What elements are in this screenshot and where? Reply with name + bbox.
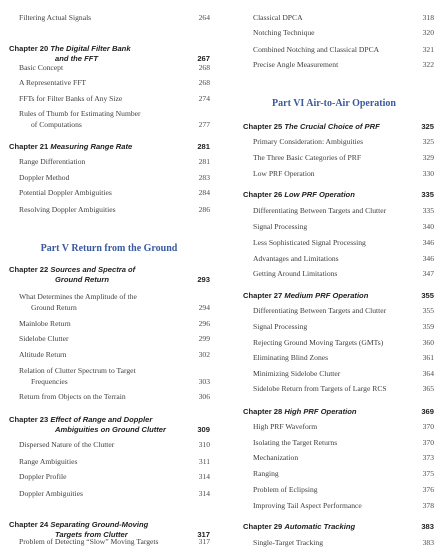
entry-title <box>234 222 410 233</box>
entry-title <box>234 538 410 549</box>
page-number: 317 <box>198 537 210 546</box>
toc-entry-row[interactable] <box>0 489 210 500</box>
entry-title-text: Filtering Actual Signals <box>19 13 92 22</box>
toc-chapter-row[interactable] <box>234 122 434 132</box>
entry-title <box>0 334 186 345</box>
chapter-title <box>234 407 410 417</box>
toc-chapter-row[interactable] <box>234 291 434 301</box>
page-number: 373 <box>422 453 434 462</box>
entry-title <box>234 45 410 56</box>
toc-entry-row[interactable] <box>234 438 434 449</box>
toc-chapter-row[interactable] <box>0 415 210 435</box>
chapter-title-text: Separating Ground-Moving <box>50 520 149 529</box>
entry-title-text: Getting Around Limitations <box>253 269 338 278</box>
page-number: 283 <box>198 173 210 182</box>
toc-entry-row[interactable] <box>234 322 434 333</box>
page-number: 340 <box>422 222 434 231</box>
entry-title-text: High PRF Waveform <box>253 422 318 431</box>
toc-entry-row[interactable] <box>0 537 210 548</box>
chapter-title <box>0 415 186 435</box>
entry-title-line2: Ground Return <box>31 302 77 312</box>
page-number: 303 <box>198 376 210 386</box>
entry-title <box>0 457 186 468</box>
chapter-title <box>234 522 410 532</box>
chapter-title-text: The Crucial Choice of PRF <box>284 122 380 131</box>
entry-title-text: Differentiating Between Targets and Clutter <box>253 306 387 315</box>
toc-entry-row[interactable] <box>234 269 434 280</box>
page-number: 322 <box>422 60 434 69</box>
page-number: 335 <box>422 206 434 215</box>
toc-entry-row[interactable] <box>234 453 434 464</box>
chapter-title-text: The Digital Filter Bank <box>50 44 131 53</box>
entry-title <box>0 366 186 387</box>
page-number: 325 <box>422 137 434 146</box>
page-number: 325 <box>421 122 434 131</box>
toc-chapter-row[interactable] <box>0 265 210 285</box>
part-heading: Part VI Air-to-Air Operation <box>272 98 396 109</box>
page-number: 359 <box>422 322 434 331</box>
page-number: 299 <box>198 334 210 343</box>
entry-title <box>234 238 410 249</box>
toc-entry-row[interactable] <box>234 306 434 317</box>
page-number: 320 <box>422 28 434 37</box>
entry-title-text: Rejecting Ground Moving Targets (GMTs) <box>253 338 384 347</box>
chapter-title-line2: Targets from Clutter <box>55 530 128 539</box>
toc-entry-row[interactable] <box>0 205 210 216</box>
page-number: 264 <box>198 13 210 22</box>
page-number: 346 <box>422 254 434 263</box>
entry-title-text: Classical DPCA <box>253 13 303 22</box>
chapter-title <box>234 190 410 200</box>
toc-entry-row[interactable] <box>234 169 434 180</box>
toc-entry-row[interactable] <box>234 501 434 512</box>
entry-title <box>0 205 186 216</box>
entry-title-text: Mechanization <box>253 453 299 462</box>
page-number: 355 <box>421 291 434 300</box>
page-number: 281 <box>197 142 210 151</box>
chapter-title-text: Medium PRF Operation <box>284 291 369 300</box>
toc-chapter-row[interactable] <box>0 142 210 152</box>
entry-title-text: Sidelobe Clutter <box>19 334 69 343</box>
entry-title-text: A Representative FFT <box>19 78 87 87</box>
entry-title <box>0 157 186 168</box>
entry-title-text: Signal Processing <box>253 322 308 331</box>
entry-title-text: Potential Doppler Ambiguities <box>19 188 112 197</box>
entry-title-text: Problem of Detecting “Slow” Moving Targets <box>19 537 159 546</box>
toc-entry-row[interactable] <box>0 292 210 313</box>
chapter-number: Chapter 24 <box>9 520 49 529</box>
page-number: 364 <box>422 369 434 378</box>
page-number: 329 <box>422 153 434 162</box>
page-number: 330 <box>422 169 434 178</box>
page-number: 335 <box>421 190 434 199</box>
entry-title <box>0 440 186 451</box>
entry-title-text: Single-Target Tracking <box>253 538 323 547</box>
entry-title <box>0 392 186 403</box>
toc-entry-row[interactable] <box>234 353 434 364</box>
entry-title <box>0 489 186 500</box>
chapter-title-text: High PRF Operation <box>284 407 357 416</box>
chapter-number: Chapter 29 <box>243 522 283 531</box>
toc-entry-row[interactable] <box>234 13 434 24</box>
entry-title <box>234 369 410 380</box>
entry-title-text: Signal Processing <box>253 222 308 231</box>
toc-entry-row[interactable] <box>234 254 434 265</box>
entry-title-text: FFTs for Filter Banks of Any Size <box>19 94 123 103</box>
entry-title <box>0 319 186 330</box>
chapter-number: Chapter 20 <box>9 44 49 53</box>
page-number: 376 <box>422 485 434 494</box>
page-number: 268 <box>198 63 210 72</box>
entry-title <box>0 94 186 105</box>
chapter-title <box>234 122 410 132</box>
page-number: 293 <box>197 275 210 284</box>
toc-entry-row[interactable] <box>234 338 434 349</box>
toc-entry-row[interactable] <box>0 350 210 361</box>
entry-title <box>234 269 410 280</box>
page-number: 310 <box>198 440 210 449</box>
chapter-title <box>0 44 186 64</box>
entry-title <box>234 60 410 71</box>
entry-title <box>234 13 410 24</box>
toc-entry-row[interactable] <box>234 369 434 380</box>
entry-title-line2: of Computations <box>31 119 82 129</box>
page-number: 286 <box>198 205 210 214</box>
entry-title-text: Altitude Return <box>19 350 67 359</box>
toc-entry-row[interactable] <box>0 157 210 168</box>
entry-title <box>234 28 410 39</box>
page-number: 306 <box>198 392 210 401</box>
entry-title-text: Precise Angle Measurement <box>253 60 339 69</box>
entry-title <box>234 306 410 317</box>
entry-title <box>234 169 410 180</box>
entry-title-text: Differentiating Between Targets and Clutter <box>253 206 387 215</box>
entry-title-text: Doppler Ambiguities <box>19 489 83 498</box>
toc-entry-row[interactable] <box>0 78 210 89</box>
entry-title-text: Combined Notching and Classical DPCA <box>253 45 380 54</box>
toc-entry-row[interactable] <box>234 153 434 164</box>
entry-title-text: Rules of Thumb for Estimating Number <box>19 109 141 118</box>
page-number: 369 <box>421 407 434 416</box>
entry-title-text: Doppler Method <box>19 173 70 182</box>
page-number: 361 <box>422 353 434 362</box>
toc-chapter-row[interactable] <box>0 44 210 64</box>
chapter-title-text: Effect of Range and Doppler <box>50 415 153 424</box>
page-number: 383 <box>421 522 434 531</box>
page-number: 281 <box>198 157 210 166</box>
entry-title-text: Minimizing Sidelobe Clutter <box>253 369 341 378</box>
chapter-title-line2: and the FFT <box>55 54 99 63</box>
page-number: 365 <box>422 384 434 393</box>
entry-title-text: Range Differentiation <box>19 157 86 166</box>
toc-entry-row[interactable] <box>0 173 210 184</box>
toc-entry-row[interactable] <box>234 384 434 395</box>
toc-chapter-row[interactable] <box>234 522 434 532</box>
page-number: 318 <box>422 13 434 22</box>
entry-title <box>0 173 186 184</box>
page-number: 311 <box>198 457 210 466</box>
chapter-title-text: Low PRF Operation <box>284 190 355 199</box>
toc-entry-row[interactable] <box>234 222 434 233</box>
toc-entry-row[interactable] <box>234 238 434 249</box>
toc-entry-row[interactable] <box>0 334 210 345</box>
chapter-title <box>0 142 186 152</box>
entry-title-text: Primary Consideration: Ambiguities <box>253 137 364 146</box>
entry-title <box>234 338 410 349</box>
toc-chapter-row[interactable] <box>234 407 434 417</box>
page-number: 277 <box>198 119 210 129</box>
toc-chapter-row[interactable] <box>234 190 434 200</box>
toc-entry-row[interactable] <box>234 45 434 56</box>
page-number: 360 <box>422 338 434 347</box>
toc-entry-row[interactable] <box>234 469 434 480</box>
page-number: 302 <box>198 350 210 359</box>
page-number: 268 <box>198 78 210 87</box>
entry-title <box>234 438 410 449</box>
page-number: 309 <box>197 425 210 434</box>
page-number: 346 <box>422 238 434 247</box>
toc-entry-row[interactable] <box>234 137 434 148</box>
page-number: 294 <box>198 302 210 312</box>
entry-title <box>0 109 186 130</box>
toc-entry-row[interactable] <box>0 63 210 74</box>
toc-entry-row[interactable] <box>0 13 210 24</box>
chapter-title <box>234 291 410 301</box>
entry-title <box>234 254 410 265</box>
page-number: 355 <box>422 306 434 315</box>
toc-entry-row[interactable] <box>234 28 434 39</box>
entry-title <box>0 537 186 548</box>
chapter-title <box>0 265 186 285</box>
page-number: 317 <box>197 530 210 539</box>
page-number: 274 <box>198 94 210 103</box>
entry-title-text: Improving Tail Aspect Performance <box>253 501 362 510</box>
chapter-title-line2: Ground Return <box>55 275 109 284</box>
entry-title-text: Return from Objects on the Terrain <box>19 392 126 401</box>
entry-title-text: Isolating the Target Returns <box>253 438 338 447</box>
toc-entry-row[interactable] <box>0 366 210 387</box>
entry-title <box>0 13 186 24</box>
entry-title-text: Relation of Clutter Spectrum to Target <box>19 366 136 375</box>
page-number: 378 <box>422 501 434 510</box>
page-number: 383 <box>422 538 434 547</box>
page-number: 314 <box>198 472 210 481</box>
toc-entry-row[interactable] <box>0 440 210 451</box>
toc-entry-row[interactable] <box>234 422 434 433</box>
entry-title-text: Low PRF Operation <box>253 169 315 178</box>
entry-title-text: Ranging <box>253 469 279 478</box>
entry-title-text: Mainlobe Return <box>19 319 71 328</box>
entry-title-text: Eliminating Blind Zones <box>253 353 329 362</box>
entry-title <box>234 469 410 480</box>
toc-entry-row[interactable] <box>0 392 210 403</box>
chapter-number: Chapter 28 <box>243 407 283 416</box>
entry-title <box>234 384 410 395</box>
entry-title <box>0 63 186 74</box>
page-number: 370 <box>422 438 434 447</box>
entry-title-text: Range Ambiguities <box>19 457 78 466</box>
entry-title <box>0 350 186 361</box>
entry-title <box>0 78 186 89</box>
chapter-title-text: Measuring Range Rate <box>50 142 133 151</box>
entry-title <box>234 485 410 496</box>
chapter-title-text: Sources and Spectra of <box>50 265 136 274</box>
entry-title-text: Advantages and Limitations <box>253 254 339 263</box>
page-number: 347 <box>422 269 434 278</box>
chapter-number: Chapter 23 <box>9 415 49 424</box>
entry-title <box>0 292 186 313</box>
chapter-title-text: Automatic Tracking <box>284 522 356 531</box>
chapter-number: Chapter 26 <box>243 190 283 199</box>
entry-title <box>234 137 410 148</box>
chapter-number: Chapter 22 <box>9 265 49 274</box>
chapter-title-line2: Ambiguities on Ground Clutter <box>55 425 166 434</box>
entry-title <box>234 501 410 512</box>
entry-title <box>0 188 186 199</box>
entry-title-line2: Frequencies <box>31 376 68 386</box>
page-number: 284 <box>198 188 210 197</box>
entry-title <box>234 422 410 433</box>
toc-entry-row[interactable] <box>0 319 210 330</box>
entry-title-text: Problem of Eclipsing <box>253 485 318 494</box>
page-number: 321 <box>422 45 434 54</box>
toc-entry-row[interactable] <box>234 485 434 496</box>
page-number: 375 <box>422 469 434 478</box>
entry-title-text: What Determines the Amplitude of the <box>19 292 137 301</box>
toc-entry-row[interactable] <box>0 472 210 483</box>
entry-title-text: Dispersed Nature of the Clutter <box>19 440 115 449</box>
page-number: 314 <box>198 489 210 498</box>
entry-title-text: Sidelobe Return from Targets of Large RCS <box>253 384 387 393</box>
entry-title <box>234 322 410 333</box>
page-number: 296 <box>198 319 210 328</box>
chapter-number: Chapter 21 <box>9 142 49 151</box>
toc-entry-row[interactable] <box>0 94 210 105</box>
entry-title <box>0 472 186 483</box>
entry-title <box>234 206 410 217</box>
toc-entry-row[interactable] <box>234 206 434 217</box>
entry-title-text: Less Sophisticated Signal Processing <box>253 238 366 247</box>
entry-title-text: Basic Concept <box>19 63 64 72</box>
chapter-number: Chapter 27 <box>243 291 283 300</box>
chapter-number: Chapter 25 <box>243 122 283 131</box>
entry-title-text: Doppler Profile <box>19 472 67 481</box>
entry-title <box>234 153 410 164</box>
entry-title <box>234 353 410 364</box>
entry-title-text: Notching Technique <box>253 28 315 37</box>
page-number: 370 <box>422 422 434 431</box>
toc-entry-row[interactable] <box>234 538 434 549</box>
entry-title-text: Resolving Doppler Ambiguities <box>19 205 116 214</box>
toc-entry-row[interactable] <box>234 60 434 71</box>
toc-entry-row[interactable] <box>0 188 210 199</box>
toc-entry-row[interactable] <box>0 457 210 468</box>
page-number: 267 <box>197 54 210 63</box>
entry-title <box>234 453 410 464</box>
entry-title-text: The Three Basic Categories of PRF <box>253 153 362 162</box>
toc-entry-row[interactable] <box>0 109 210 130</box>
part-heading: Part V Return from the Ground <box>40 243 178 254</box>
